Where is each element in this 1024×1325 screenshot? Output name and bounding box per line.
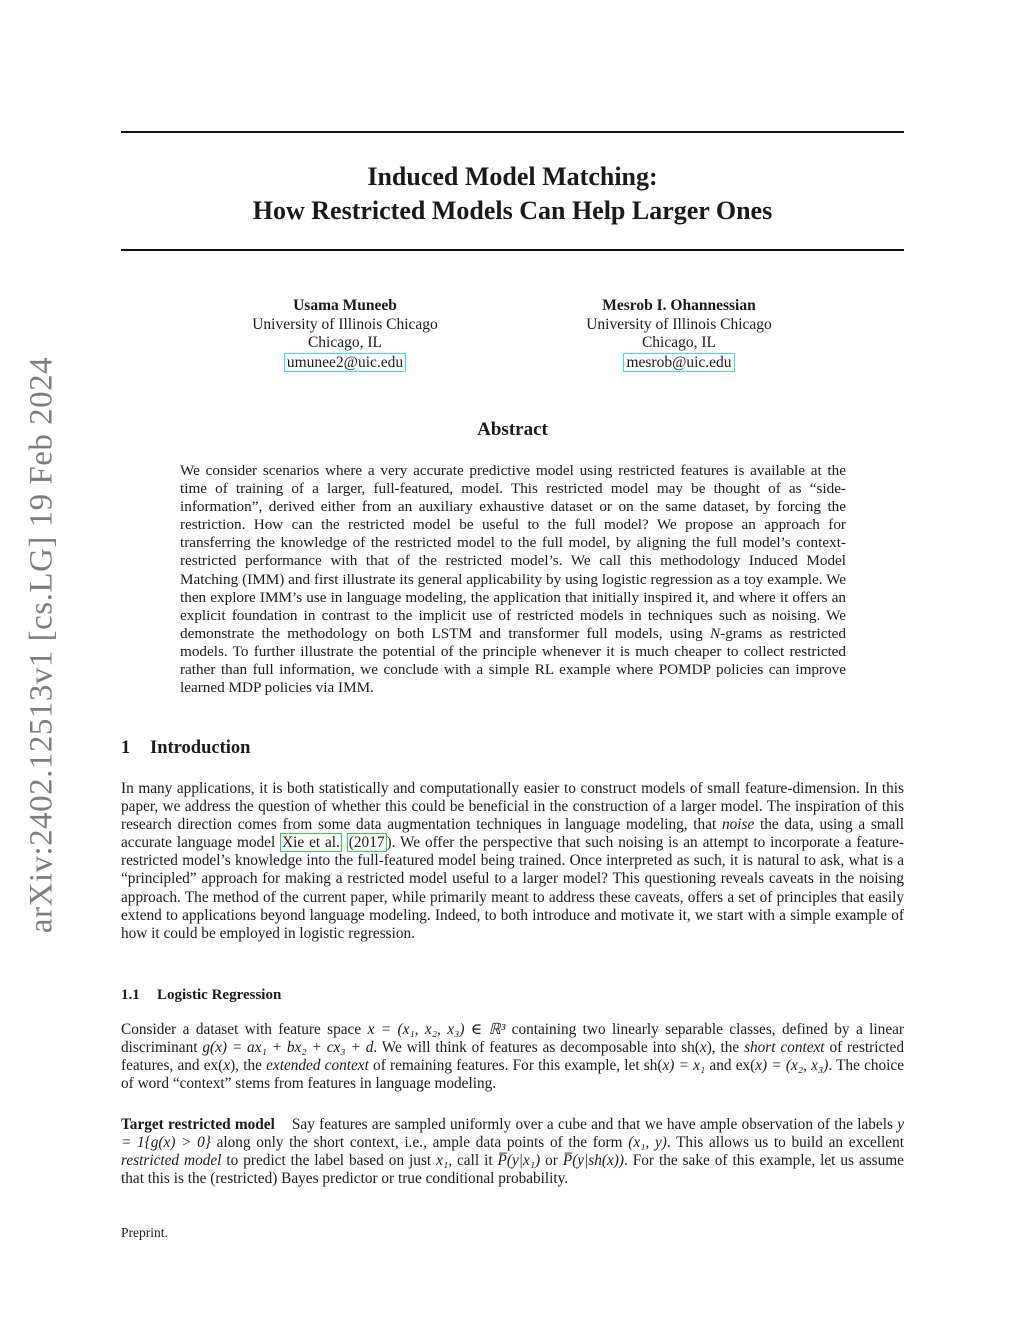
text-run: ), the <box>230 1057 267 1075</box>
title-line-1: Induced Model Matching: <box>367 162 658 191</box>
title-rule-top <box>121 131 904 133</box>
text-run: ), the <box>706 1039 745 1057</box>
author-name: Usama Muneeb <box>293 297 397 314</box>
text-run: Consider a dataset with feature space <box>121 1021 368 1038</box>
author-location: Chicago, IL <box>307 334 383 351</box>
text-run: . For the sake of this example, let us assume that this is the (restricted) Bayes predictor or true conditional probability. <box>121 1152 904 1188</box>
abstract-part: We consider scenarios where a very accurate predictive model using restricted features is available at the time of training of a larger, full-featured, model. This restricted model may be thought of as “side-information”, derived either from an auxiliary exhaustive dataset or on the same dataset, by forcing the restriction. How can the restricted model be useful to the full model? We propose an approach for transferring the knowledge of the restricted model to the full model, by aligning the full model’s context-restricted performance with that of the restricted model’s. We call this methodology Induced Model Matching (IMM) and first illustrate its general applicability by using logistic regression as a toy example. We then explore IMM’s use in language modeling, the application that initially inspired it, and where it offers an explicit foundation in contrast to the implicit use of restricted models in techniques such as noising. We demonstrate the methodology on both LSTM and transformer full models, using <box>180 462 846 642</box>
text-run: ). We offer the perspective that such noising is an attempt to incorporate a feature-restricted model’s knowledge into the full-featured model being trained. Once interpreted as such, it is natural to ask, what is a “principled” approach for making a restricted model useful to a larger model? This questioning reveals caveats in the noising approach. The method of the current paper, while primarily meant to address these caveats, offers a set of principles that easily extend to applications beyond language modeling. Indeed, to both introduce and motivate it, we start with a simple example of how it could be employed in logistic regression. <box>121 834 904 942</box>
text-run: of restricted features, and ex( <box>121 1039 904 1075</box>
paragraph-heading: Target restricted model <box>121 1116 275 1133</box>
math-restricted-prob-2: P̅(y|sh(x)) <box>562 1152 624 1170</box>
citation-year-link[interactable]: (2017 <box>348 834 385 852</box>
text-run: Say features are sampled uniformly over a cube and that we have ample observation of the labels <box>291 1116 898 1133</box>
author-location: Chicago, IL <box>641 334 717 351</box>
intro-paragraph <box>121 780 904 943</box>
text-run: of remaining features. For this example, let sh( <box>368 1057 663 1075</box>
math-sh: x) = x₁ <box>662 1057 706 1075</box>
subsection-heading-logistic-regression <box>121 987 281 1004</box>
math-x: x <box>223 1057 231 1075</box>
math-x: x <box>699 1039 707 1057</box>
emphasis-extended-context: extended context <box>266 1057 369 1075</box>
text-run: and ex( <box>705 1057 756 1075</box>
section-title: Introduction <box>150 738 251 758</box>
footer-preprint: Preprint. <box>121 1225 168 1240</box>
text-run: the data, using a small accurate language model <box>121 816 904 852</box>
title-line-2: How Restricted Models Can Help Larger Ones <box>252 196 773 225</box>
text-run: . The choice of word “context” stems from features in language modeling. <box>121 1057 904 1093</box>
math-ex: x) = (x₂, x₃) <box>755 1057 829 1075</box>
math-discriminant: g(x) = ax₁ + bx₂ + cx₃ + d <box>202 1039 374 1057</box>
section-number: 1 <box>121 738 131 758</box>
text-run: containing two linearly separable classes, defined by a linear discriminant <box>121 1021 904 1057</box>
paper-title <box>121 160 904 228</box>
text-run: . This allows us to build an excellent <box>666 1134 904 1152</box>
math-feature-space: x = (x₁, x₂, x₃) ∈ ℝ³ <box>367 1021 506 1038</box>
author-affiliation: University of Illinois Chicago <box>586 315 772 333</box>
emphasis-noise: noise <box>721 816 755 834</box>
math-label: y = 1{g(x) > 0} <box>121 1116 904 1152</box>
subsection-number: 1.1 <box>121 987 140 1003</box>
text-run: or <box>540 1152 563 1170</box>
abstract-text <box>180 462 846 697</box>
abstract-math-n: N <box>710 624 721 642</box>
text-run: , call it <box>448 1152 498 1170</box>
math-restricted-prob-1: P̅(y|x₁) <box>497 1152 541 1170</box>
target-restricted-model-paragraph <box>121 1116 904 1188</box>
author-name: Mesrob I. Ohannessian <box>602 297 756 314</box>
subsection-title: Logistic Regression <box>157 987 282 1003</box>
author-block-1 <box>215 297 475 372</box>
text-run: . We will think of features as decomposable into sh( <box>373 1039 700 1057</box>
arxiv-identifier[interactable]: arXiv:2402.12513v1 [cs.LG] 19 Feb 2024 <box>23 356 60 934</box>
abstract-part: -grams as restricted models. To further illustrate the potential of the principle whenever it is much cheaper to collect restricted rather than full information, we conclude with a simple RL example where POMDP policies can improve learned MDP policies via IMM. <box>180 624 846 697</box>
math-pair: (x₁, y) <box>628 1134 667 1152</box>
title-rule-bottom <box>121 249 904 251</box>
emphasis-restricted-model: restricted model <box>121 1152 222 1170</box>
author-affiliation: University of Illinois Chicago <box>252 315 438 333</box>
citation-author-link[interactable]: Xie et al. <box>282 834 340 852</box>
abstract-heading: Abstract <box>477 419 548 440</box>
section-heading-introduction <box>121 738 250 759</box>
text-run: In many applications, it is both statistically and computationally easier to construct models of small feature-dimension. In this paper, we address the question of whether this could be beneficial in the construction of a larger model. The inspiration of this research direction comes from some data augmentation techniques in language modeling, that <box>121 780 904 834</box>
math-x1: x₁ <box>436 1152 449 1170</box>
logistic-paragraph <box>121 1021 904 1093</box>
text-run: along only the short context, i.e., ample data points of the form <box>210 1134 629 1152</box>
author-email-link[interactable]: umunee2@uic.edu <box>284 353 406 372</box>
emphasis-short-context: short context <box>744 1039 825 1057</box>
arxiv-sidebar <box>2 356 82 934</box>
author-block-2 <box>549 297 809 372</box>
text-run: to predict the label based on just <box>221 1152 437 1170</box>
author-email-link[interactable]: mesrob@uic.edu <box>623 353 734 372</box>
